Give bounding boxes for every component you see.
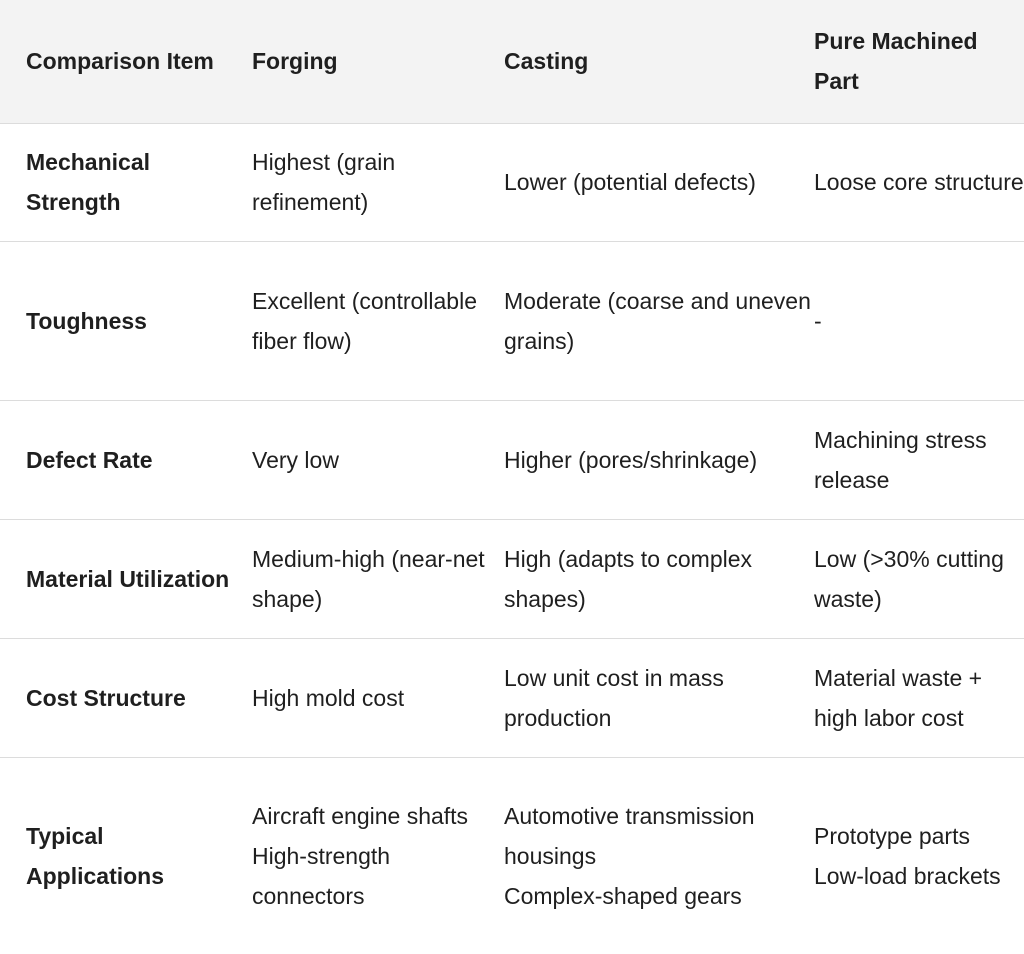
cell-text: Very low — [252, 446, 339, 473]
cell-text: High-strength connectors — [252, 842, 391, 909]
row-label: Defect Rate — [0, 400, 252, 519]
forging-cell — [252, 400, 504, 519]
row-label: Typical Applications — [26, 822, 165, 889]
casting-cell — [504, 241, 814, 400]
table-row-mechanical-strength — [0, 123, 1024, 241]
cell-text: Loose core structure — [814, 169, 1024, 195]
forging-cell — [252, 241, 504, 400]
machined-cell — [814, 400, 1024, 519]
header-comparison-item: Comparison Item — [0, 0, 252, 123]
table-row-toughness — [0, 241, 1024, 400]
casting-cell — [504, 123, 814, 241]
table-row-material-utilization — [0, 519, 1024, 638]
casting-cell — [504, 757, 814, 954]
machined-cell — [814, 241, 1024, 400]
cell-text: Lower (potential defects) — [504, 169, 756, 195]
cell-text: Machining stress release — [814, 426, 987, 493]
casting-cell — [504, 519, 814, 638]
table-header — [0, 0, 1024, 123]
row-label: Cost Structure — [0, 638, 252, 757]
cell-text: - — [814, 307, 822, 334]
cell-text: Complex-shaped gears — [504, 882, 742, 909]
machined-cell — [814, 757, 1024, 954]
forging-cell — [252, 638, 504, 757]
forging-cell — [252, 757, 504, 954]
header-casting: Casting — [504, 0, 814, 123]
casting-cell — [504, 638, 814, 757]
machined-cell — [814, 123, 1024, 241]
cell-text: Aircraft engine shafts — [252, 802, 469, 829]
row-label: Material Utilization — [0, 519, 252, 638]
table-row-defect-rate — [0, 400, 1024, 519]
cell-text: Low unit cost in mass production — [504, 664, 724, 731]
header-forging: Forging — [252, 0, 504, 123]
cell-text: Highest (grain refinement) — [252, 149, 396, 215]
row-label: Mechanical Strength — [0, 123, 252, 241]
cell-text: Material waste + high labor cost — [814, 664, 983, 731]
cell-text: Prototype parts — [814, 822, 970, 849]
table-row-typical-applications — [0, 757, 1024, 954]
cell-text: Excellent (controllable fiber flow) — [252, 287, 478, 354]
cell-text: Low-load brackets — [814, 862, 1001, 889]
machined-cell — [814, 638, 1024, 757]
cell-text: High mold cost — [252, 684, 405, 711]
cell-text: Automotive transmission housings — [504, 802, 755, 869]
casting-cell — [504, 400, 814, 519]
forging-cell — [252, 519, 504, 638]
header-row — [0, 0, 1024, 123]
machined-cell — [814, 519, 1024, 638]
forging-cell — [252, 123, 504, 241]
cell-text: Low (>30% cutting waste) — [814, 545, 1004, 612]
cell-text: High (adapts to complex shapes) — [504, 545, 753, 612]
cell-text: Moderate (coarse and uneven grains) — [504, 287, 811, 354]
header-pure-machined-part: Pure Machined Part — [814, 0, 1024, 123]
row-label: Toughness — [0, 241, 252, 400]
cell-text: Higher (pores/shrinkage) — [504, 446, 758, 473]
table-body — [0, 123, 1024, 954]
table-row-cost-structure — [0, 638, 1024, 757]
cell-text: Medium-high (near-net shape) — [252, 545, 485, 612]
